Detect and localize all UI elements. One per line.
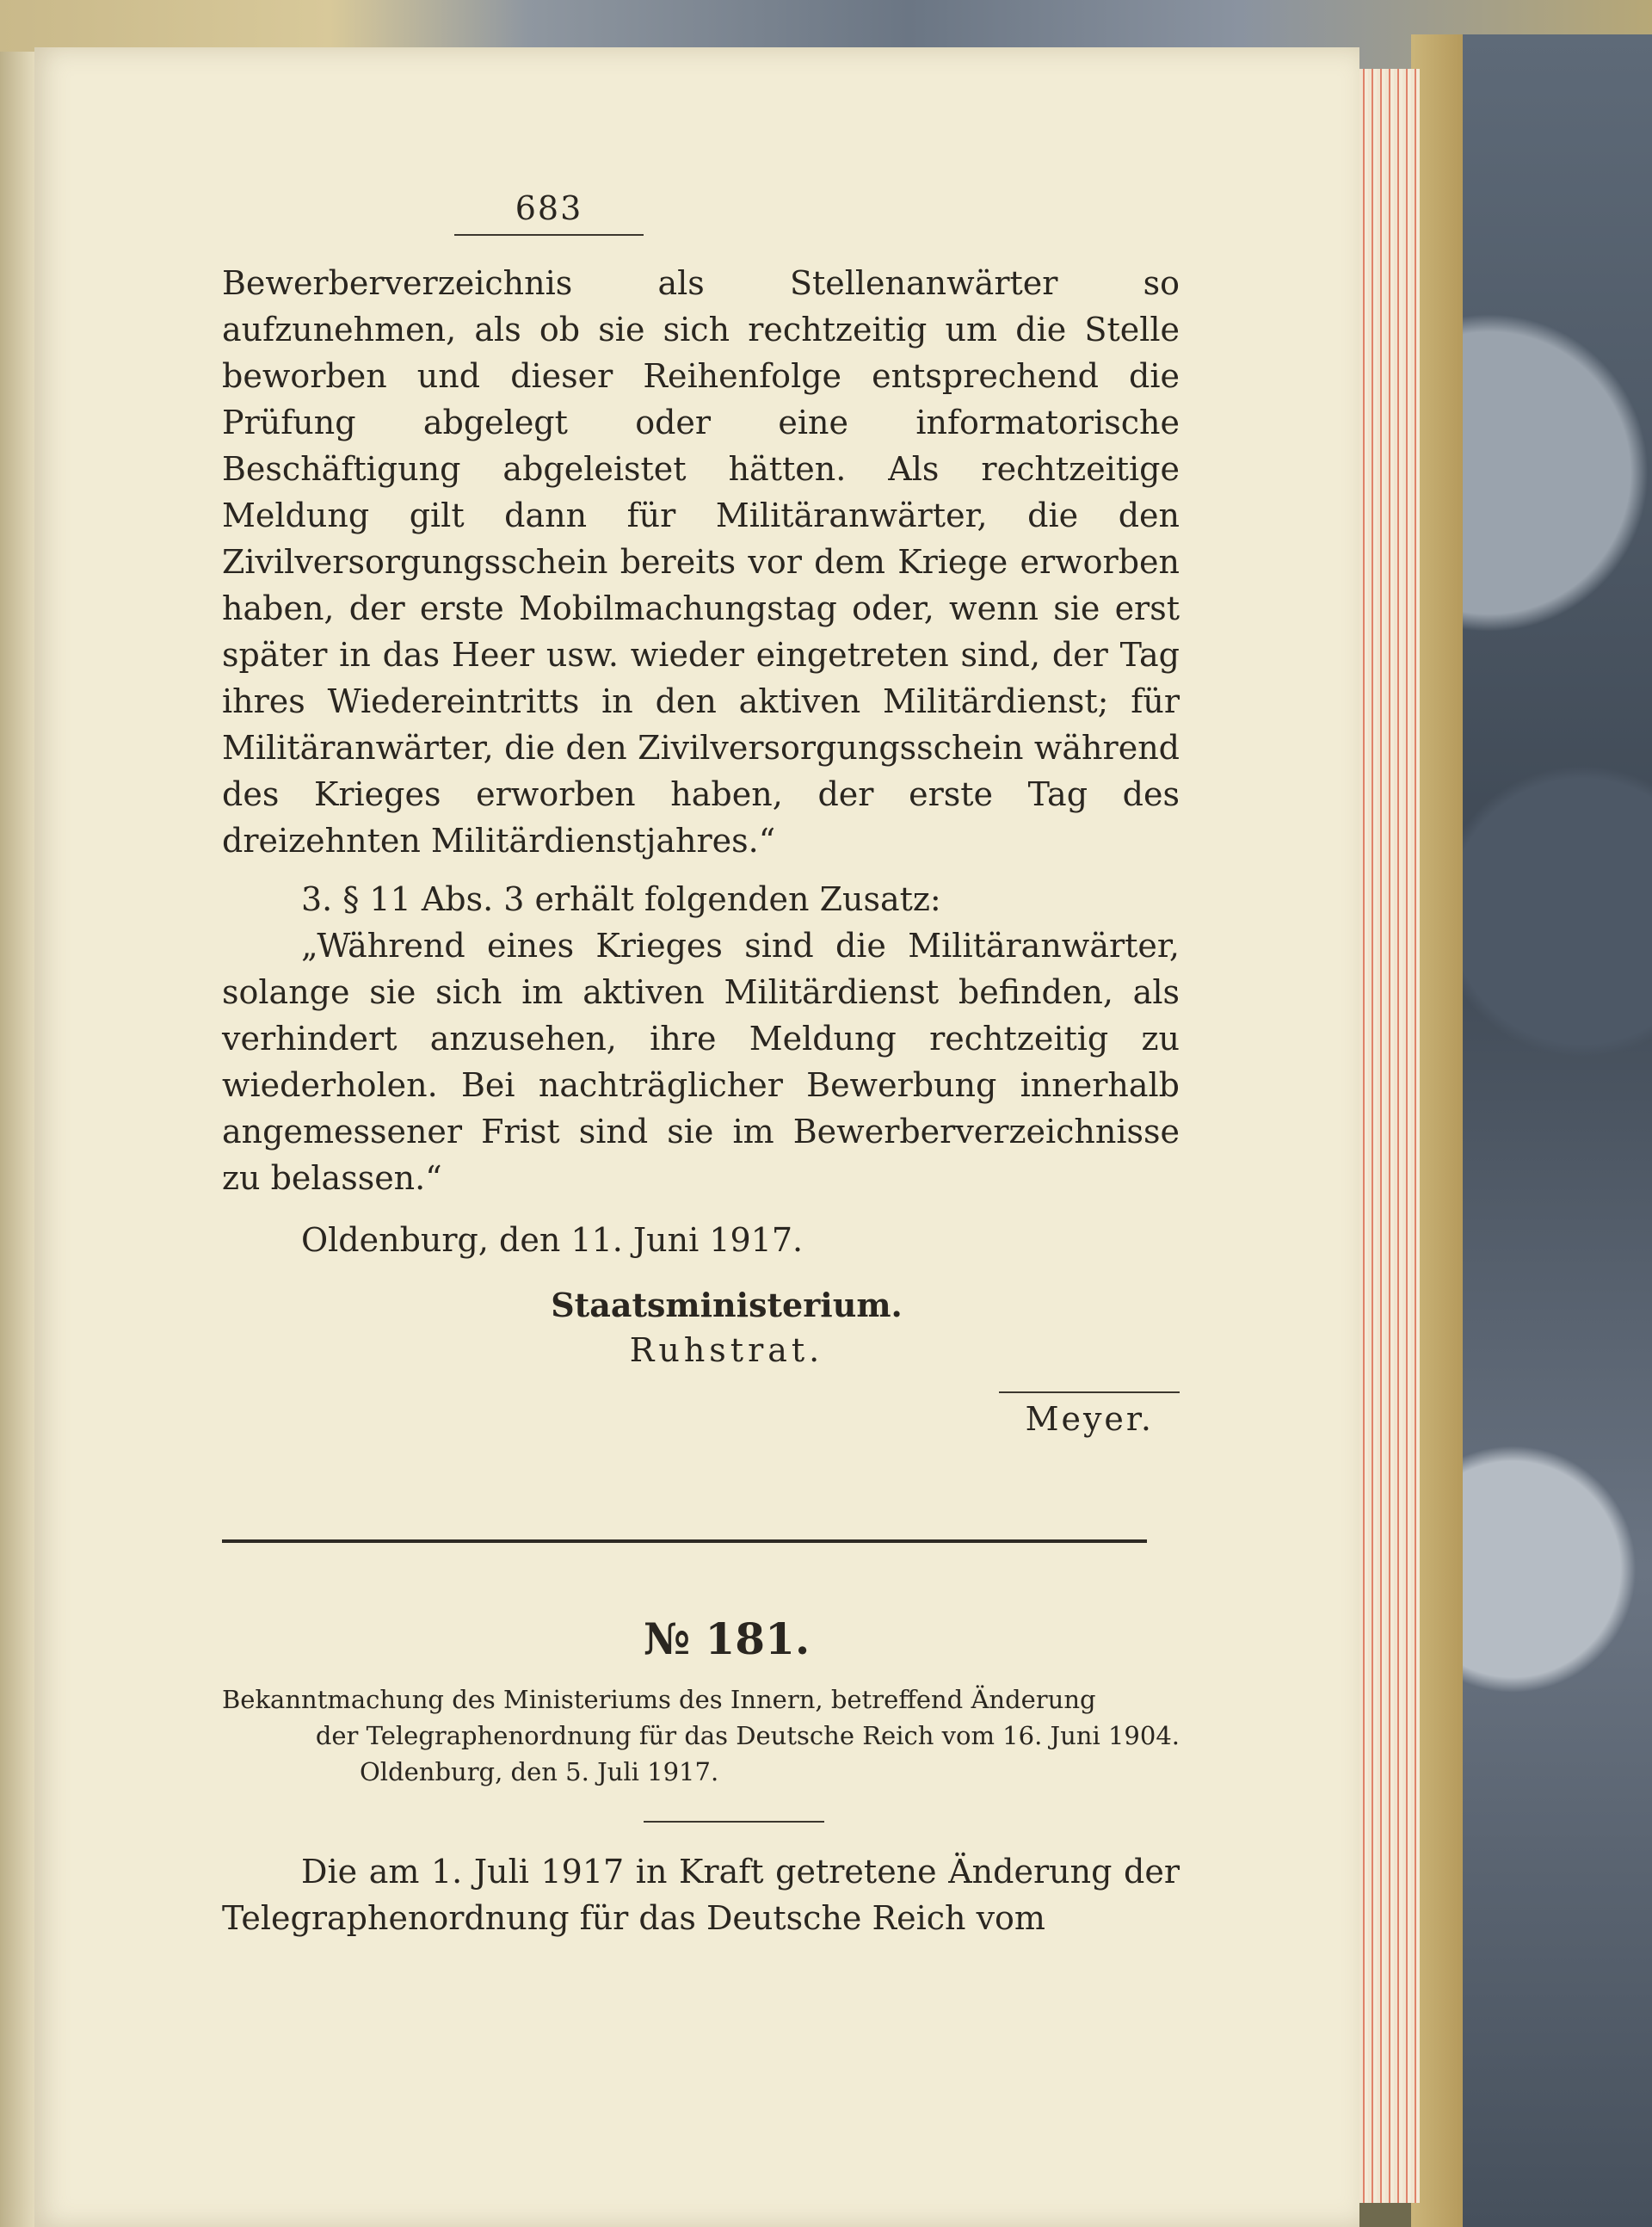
item-3-heading: 3. § 11 Abs. 3 erhält folgenden Zusatz: [301, 880, 941, 918]
document-title-line-1: Bekanntmachung des Ministeriums des Innern, betreffend Änderung [222, 1685, 1096, 1714]
place-date: Oldenburg, den 11. Juni 1917. [301, 1221, 804, 1259]
continued-paragraph: Bewerberverzeichnis als Stellenanwärter so aufzunehmen, als ob sie sich rechtzeitig um die Stelle beworben und dieser Reihenfolge entsprechend die Prüfung abgelegt oder eine informatorische Beschäftigung abgeleistet hätten. Als rechtzeitige Meldung gilt dann für Militäranwärter, die den Zivilversorgungsschein bereits vor dem Kriege erworben haben, der erste Mobilmachungstag oder, wenn sie erst später in das Heer usw. wieder eingetreten sind, der Tag ihres Wiedereintritts in den aktiven Militärdienst; für Militäranwärter, die den Zivilversorgungsschein während des Krieges erworben haben, der erste Tag des dreizehnten Militärdienstjahres.“ [222, 264, 1180, 860]
document-title-line-3: Oldenburg, den 5. Juli 1917. [360, 1757, 719, 1786]
section-divider [222, 1539, 1147, 1543]
document-title [222, 1681, 1180, 1790]
document-title-line-2: der Telegraphenordnung für das Deutsche Reich vom 16. Juni 1904. [315, 1721, 1180, 1750]
page-number: 683 [454, 189, 644, 236]
body-paragraph: Die am 1. Juli 1917 in Kraft getretene Änderung der Telegraphenordnung für das Deutsche Reich vom [222, 1853, 1180, 1937]
signature-rule [999, 1391, 1180, 1393]
ministry-name: Staatsministerium. [551, 1286, 903, 1324]
signature-ruhstrat: Ruhstrat. [629, 1331, 824, 1369]
page-content [222, 189, 1180, 1941]
book-page [34, 47, 1359, 2227]
addition-text: „Während eines Krieges sind die Militäranwärter, solange sie sich im aktiven Militärdienst befinden, als verhindert anzusehen, ihre Meldung rechtzeitig zu wiederholen. Bei nachträglicher Bewerbung innerhalb angemessener Frist sind sie im Bewerberverzeichnisse zu belassen.“ [222, 927, 1180, 1197]
left-page-edge [0, 52, 34, 2227]
title-rule [644, 1821, 824, 1823]
document-number: № 181. [643, 1613, 811, 1664]
page-edges [1351, 69, 1420, 2203]
signature-meyer: Meyer. [1025, 1400, 1154, 1438]
